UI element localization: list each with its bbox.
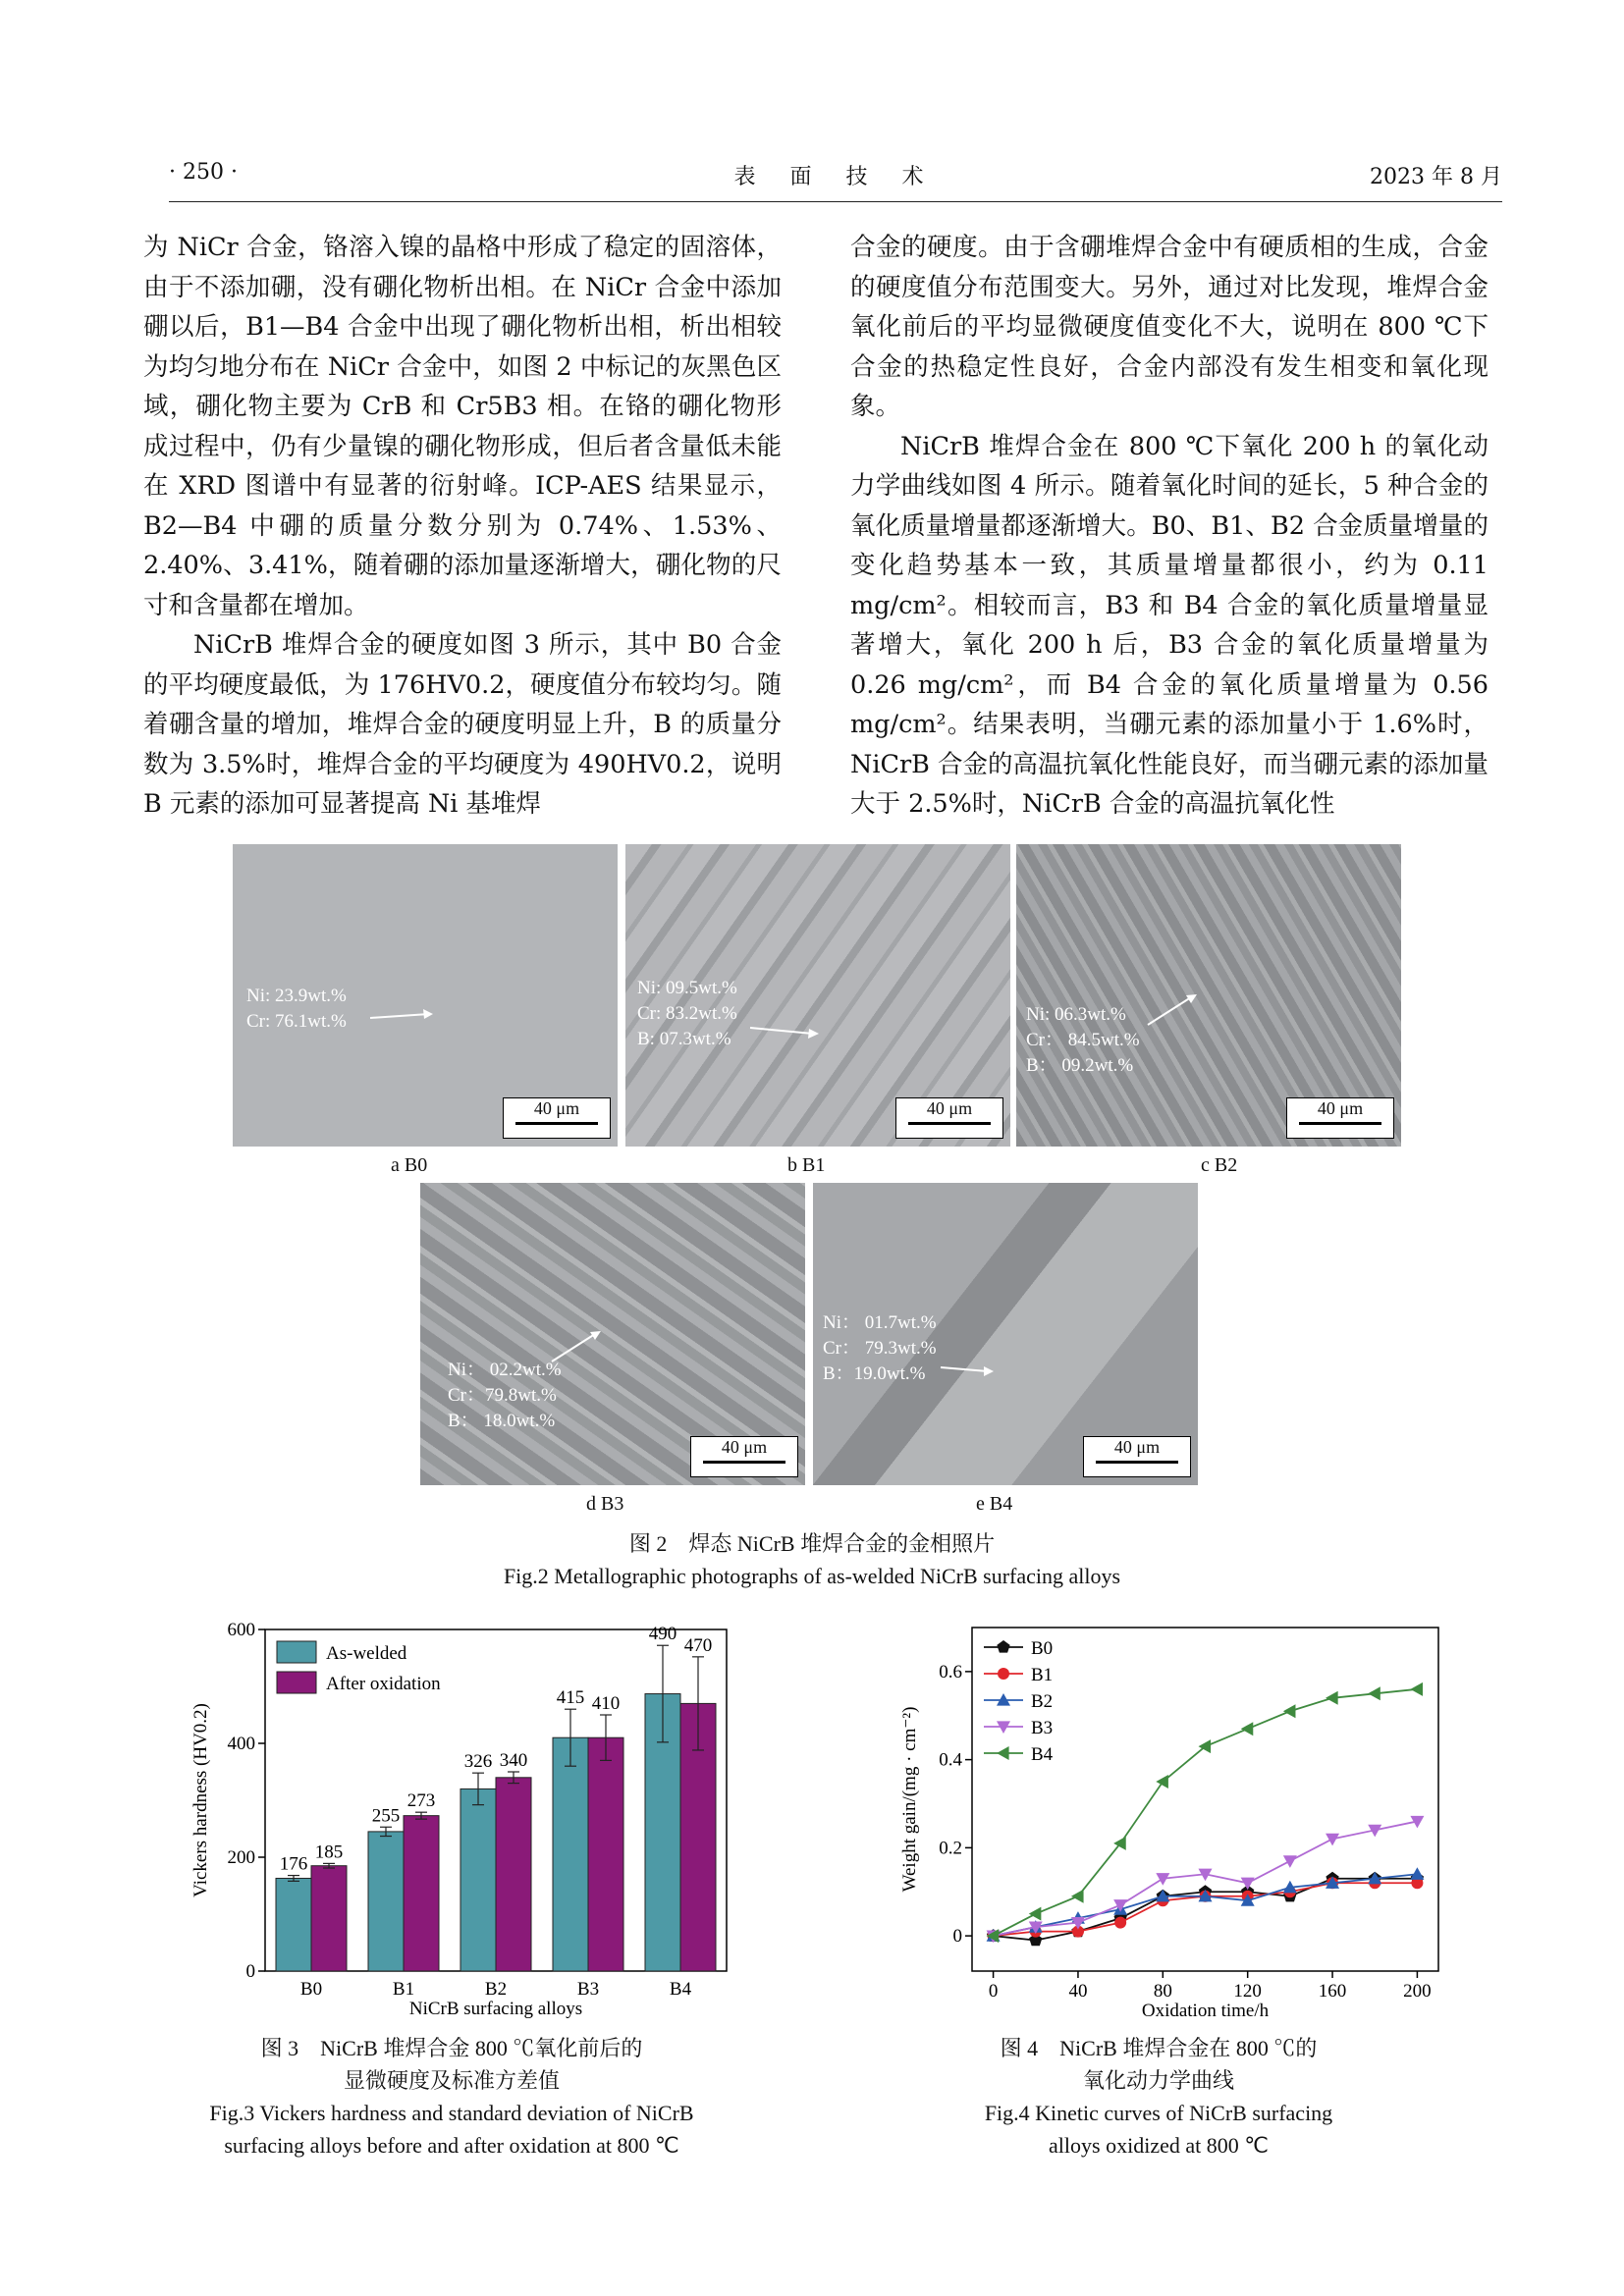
- legend-label: B4: [1031, 1744, 1054, 1765]
- data-label: 176: [279, 1853, 308, 1875]
- data-point: [1241, 1722, 1254, 1735]
- composition-line: Cr: 83.2wt.%: [637, 1003, 737, 1024]
- fig3-caption: [147, 2032, 756, 2162]
- caption-cn: 显微硬度及标准方差值: [343, 2068, 560, 2093]
- fig4-caption: [864, 2032, 1453, 2162]
- x-axis-title: Oxidation time/h: [1141, 2001, 1270, 2021]
- data-point: [1368, 1686, 1380, 1700]
- composition-line: B： 18.0wt.%: [448, 1411, 556, 1431]
- scale-bar: 40 μm: [690, 1436, 798, 1477]
- x-tick-label: 40: [1068, 1981, 1088, 2002]
- y-tick-label: 0.2: [939, 1838, 962, 1859]
- bar: [404, 1816, 439, 1971]
- legend-label: B2: [1031, 1691, 1054, 1712]
- x-tick-label: 0: [988, 1981, 999, 2002]
- y-tick-label: 0: [952, 1926, 962, 1948]
- y-tick-label: 0: [245, 1961, 255, 1982]
- x-tick-label: B3: [576, 1979, 600, 2000]
- caption-en: Fig.4 Kinetic curves of NiCrB surfacing: [984, 2101, 1333, 2125]
- data-label: 273: [406, 1790, 436, 1812]
- right-paragraph-1: 合金的硬度。由于含硼堆焊合金中有硬质相的生成，合金的硬度值分布范围变大。另外，通过对比发现，堆焊合金氧化前后的平均显微硬度值变化不大，说明在 800 ℃下合金的热稳定性良好，合金内部没有发生相变和氧化现象。: [850, 233, 1489, 421]
- composition-line: Ni: 06.3wt.%: [1026, 1004, 1126, 1025]
- data-point: [1283, 1855, 1297, 1868]
- right-column: [850, 228, 1489, 825]
- legend-label: As-welded: [326, 1643, 407, 1664]
- data-point: [1071, 1890, 1084, 1903]
- data-label: 415: [556, 1687, 585, 1709]
- y-tick-label: 0.6: [939, 1661, 962, 1682]
- legend-label: After oxidation: [326, 1674, 441, 1694]
- arrow-icon: [939, 1362, 998, 1381]
- data-label: 185: [314, 1842, 344, 1863]
- header-rule: [169, 201, 1502, 202]
- micrograph-b1: [625, 844, 1010, 1147]
- left-paragraph-1: 为 NiCr 合金，铬溶入镍的晶格中形成了稳定的固溶体，由于不添加硼，没有硼化物析出相。在 NiCr 合金中添加硼以后，B1—B4 合金中出现了硼化物析出相，析出相较为均匀地分布在 NiCr 合金中，如图 2 中标记的灰黑色区域，硼化物主要为 CrB 和 Cr5B3 相。在铬的硼化物形成过程中，仍有少量镍的硼化物形成，但后者含量低未能在 XRD 图谱中有显著的衍射峰。ICP-AES 结果显示，B2—B4 中硼的质量分数分别为 0.74%、1.53%、2.40%、3.41%，随着硼的添加量逐渐增大，硼化物的尺寸和含量都在增加。: [143, 233, 782, 620]
- arrow-icon: [368, 1006, 437, 1026]
- bar: [276, 1878, 311, 1971]
- data-point: [1029, 1907, 1042, 1921]
- composition-line: Ni: 09.5wt.%: [637, 978, 737, 998]
- composition-line: Ni: 23.9wt.%: [246, 986, 347, 1006]
- data-label: 340: [499, 1750, 528, 1771]
- bar: [311, 1866, 347, 1971]
- composition-line: Cr：79.8wt.%: [448, 1385, 557, 1406]
- composition-line: Ni： 02.2wt.%: [448, 1360, 562, 1380]
- scale-bar: 40 μm: [1083, 1436, 1191, 1477]
- caption-en: Fig.3 Vickers hardness and standard deviation of NiCrB: [209, 2101, 694, 2125]
- arrow-icon: [1144, 991, 1203, 1031]
- data-label: 490: [648, 1624, 677, 1645]
- scale-bar: 40 μm: [1286, 1097, 1394, 1139]
- composition-line: B：19.0wt.%: [823, 1363, 926, 1384]
- legend-label: B1: [1031, 1665, 1054, 1685]
- data-label: 255: [371, 1805, 401, 1827]
- page-header: [169, 160, 1502, 193]
- panel-label: d B3: [586, 1493, 624, 1515]
- scale-bar: 40 μm: [503, 1097, 611, 1139]
- caption-cn: 图 2 焊态 NiCrB 堆焊合金的金相照片: [628, 1531, 996, 1556]
- legend-swatch: [277, 1672, 316, 1693]
- caption-en: alloys oxidized at 800 ℃: [1049, 2133, 1269, 2158]
- data-label: 470: [683, 1634, 713, 1656]
- legend-marker: [998, 1668, 1009, 1680]
- data-point: [1241, 1878, 1255, 1891]
- caption-cn: 氧化动力学曲线: [1082, 2068, 1234, 2093]
- composition-line: Cr： 84.5wt.%: [1026, 1030, 1140, 1050]
- oxidation-kinetics-chart: [893, 1610, 1463, 2032]
- right-paragraph-2: NiCrB 堆焊合金在 800 ℃下氧化 200 h 的氧化动力学曲线如图 4 所示。随着氧化时间的延长，5 种合金的氧化质量增量都逐渐增大。B0、B1、B2 合金质量增量的变化趋势基本一致，其质量增量都很小，约为 0.11 mg/cm²。相较而言，B3 和 B4 合金的氧化质量增量显著增大，氧化 200 h 后，B3 合金的氧化质量增量为 0.26 mg/cm²，而 B4 合金的氧化质量增量为 0.56 mg/cm²。结果表明，当硼元素的添加量小于 1.6%时，NiCrB 合金的高温抗氧化性能良好，而当硼元素的添加量大于 2.5%时，NiCrB 合金的高温抗氧化性: [850, 431, 1489, 819]
- legend-label: B0: [1031, 1638, 1054, 1659]
- data-point: [1283, 1704, 1296, 1718]
- panel-label: b B1: [787, 1154, 826, 1176]
- micrograph-b4: [813, 1183, 1198, 1485]
- composition-line: B: 07.3wt.%: [637, 1029, 731, 1049]
- data-point: [1156, 1873, 1169, 1886]
- legend-swatch: [277, 1641, 316, 1663]
- legend-marker: [997, 1746, 1009, 1760]
- x-tick-label: B4: [669, 1979, 692, 2000]
- left-paragraph-2: NiCrB 堆焊合金的硬度如图 3 所示，其中 B0 合金的平均硬度最低，为 176HV0.2，硬度值分布较均匀。随着硼含量的增加，堆焊合金的硬度明显上升，B 的质量分数为 3.5%时，堆焊合金的平均硬度为 490HV0.2，说明 B 元素的添加可显著提高 Ni 基堆焊: [143, 630, 782, 819]
- y-tick-label: 400: [227, 1734, 255, 1754]
- bar: [588, 1737, 623, 1971]
- scale-bar: 40 μm: [895, 1097, 1003, 1139]
- fig2-caption: [0, 1527, 1624, 1592]
- panel-label: c B2: [1201, 1154, 1238, 1176]
- data-point: [1113, 1837, 1126, 1850]
- x-tick-label: 80: [1153, 1981, 1172, 2002]
- legend-label: B3: [1031, 1718, 1054, 1738]
- legend-marker: [997, 1640, 1009, 1653]
- data-point: [1326, 1834, 1339, 1846]
- data-point: [1156, 1775, 1168, 1789]
- data-point: [1410, 1682, 1423, 1696]
- issue-date: 2023 年 8 月: [1370, 165, 1502, 189]
- y-tick-label: 0.4: [939, 1749, 962, 1771]
- x-axis-title: NiCrB surfacing alloys: [408, 1999, 583, 2019]
- page-number: · 250 ·: [169, 160, 238, 185]
- y-axis-title: Weight gain/(mg · cm⁻²): [899, 1706, 920, 1893]
- composition-line: B： 09.2wt.%: [1026, 1055, 1134, 1076]
- bar: [368, 1832, 404, 1971]
- x-tick-label: 200: [1403, 1981, 1432, 2002]
- y-tick-label: 200: [227, 1847, 255, 1868]
- arrow-icon: [748, 1024, 822, 1043]
- hardness-bar-chart: [177, 1610, 746, 2032]
- y-axis-title: Vickers hardness (HV0.2): [190, 1703, 211, 1897]
- x-tick-label: 120: [1233, 1981, 1262, 2002]
- x-tick-label: B0: [299, 1979, 323, 2000]
- y-tick-label: 600: [227, 1620, 255, 1640]
- arrow-icon: [548, 1328, 607, 1367]
- composition-line: Cr: 76.1wt.%: [246, 1011, 347, 1032]
- bar: [553, 1737, 588, 1971]
- composition-line: Cr： 79.3wt.%: [823, 1338, 937, 1359]
- micrograph-b2: [1016, 844, 1401, 1147]
- data-point: [1326, 1691, 1338, 1705]
- data-point: [1114, 1917, 1126, 1929]
- bar: [460, 1789, 496, 1971]
- data-point: [1410, 1867, 1424, 1880]
- x-tick-label: B2: [484, 1979, 508, 2000]
- caption-cn: 图 4 NiCrB 堆焊合金在 800 ℃的: [1000, 2036, 1318, 2060]
- micrograph-b0: [233, 844, 618, 1147]
- data-label: 410: [591, 1693, 621, 1714]
- journal-title: 表 面 技 术: [733, 165, 938, 189]
- caption-en: Fig.2 Metallographic photographs of as-welded NiCrB surfacing alloys: [503, 1564, 1121, 1588]
- caption-en: surfacing alloys before and after oxidation at 800 ℃: [224, 2133, 679, 2158]
- x-tick-label: 160: [1318, 1981, 1347, 2002]
- x-tick-label: B1: [392, 1979, 415, 2000]
- data-label: 326: [463, 1751, 493, 1773]
- bar: [496, 1778, 531, 1971]
- composition-line: Ni： 01.7wt.%: [823, 1312, 937, 1333]
- caption-cn: 图 3 NiCrB 堆焊合金 800 ℃氧化前后的: [260, 2036, 643, 2060]
- left-column: [143, 228, 782, 825]
- micrograph-b3: [420, 1183, 805, 1485]
- panel-label: a B0: [391, 1154, 428, 1176]
- panel-label: e B4: [976, 1493, 1013, 1515]
